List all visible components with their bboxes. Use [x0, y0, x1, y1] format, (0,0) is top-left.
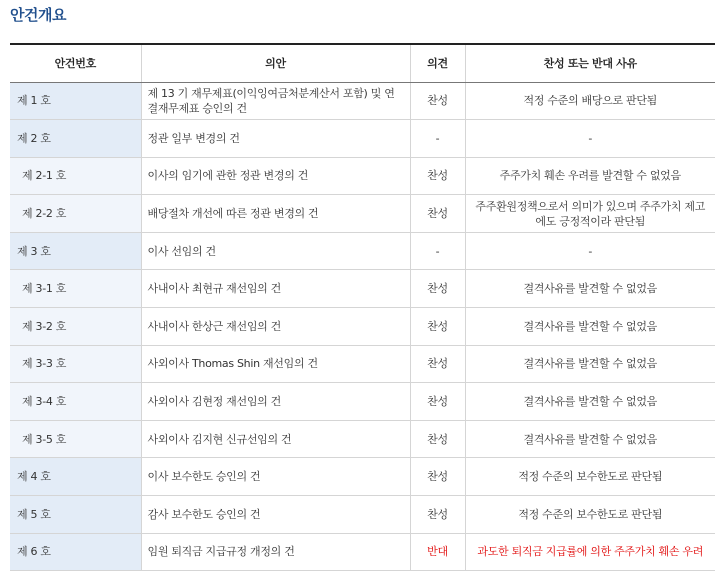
agenda-reason: 결격사유를 발견할 수 없었음 — [465, 308, 715, 346]
section-title: 안건개요 — [10, 6, 66, 24]
column-header-reason: 찬성 또는 반대 사유 — [465, 44, 715, 82]
agenda-opinion: 찬성 — [410, 157, 465, 195]
agenda-opinion: 찬성 — [410, 496, 465, 534]
agenda-opinion: 찬성 — [410, 383, 465, 421]
agenda-reason: 결격사유를 발견할 수 없었음 — [465, 383, 715, 421]
agenda-title: 사내이사 한상근 재선임의 건 — [141, 308, 410, 346]
agenda-title: 임원 퇴직금 지급규정 개정의 건 — [141, 533, 410, 571]
table-row — [10, 420, 715, 458]
agenda-number: 제 2-2 호 — [10, 195, 141, 233]
table-header-row — [10, 44, 715, 82]
agenda-opinion: 찬성 — [410, 308, 465, 346]
agenda-number: 제 4 호 — [10, 458, 141, 496]
table-row — [10, 270, 715, 308]
column-header-number: 안건번호 — [10, 44, 141, 82]
agenda-title: 정관 일부 변경의 건 — [141, 120, 410, 158]
agenda-reason: - — [465, 120, 715, 158]
table-row — [10, 496, 715, 534]
agenda-opinion: 찬성 — [410, 82, 465, 120]
table-row — [10, 345, 715, 383]
agenda-title: 감사 보수한도 승인의 건 — [141, 496, 410, 534]
agenda-reason: 주주가치 훼손 우려를 발견할 수 없었음 — [465, 157, 715, 195]
agenda-number: 제 3-3 호 — [10, 345, 141, 383]
agenda-reason: - — [465, 232, 715, 270]
agenda-opinion: 찬성 — [410, 195, 465, 233]
table-row — [10, 458, 715, 496]
table-row — [10, 82, 715, 120]
agenda-opinion: - — [410, 120, 465, 158]
agenda-number: 제 6 호 — [10, 533, 141, 571]
table-row — [10, 308, 715, 346]
column-header-opinion: 의견 — [410, 44, 465, 82]
table-row — [10, 232, 715, 270]
agenda-number: 제 3-5 호 — [10, 420, 141, 458]
agenda-title: 사외이사 Thomas Shin 재선임의 건 — [141, 345, 410, 383]
table-row — [10, 195, 715, 233]
agenda-reason: 결격사유를 발견할 수 없었음 — [465, 420, 715, 458]
agenda-title: 제 13 기 재무제표(이익잉여금처분계산서 포함) 및 연결재무제표 승인의 건 — [141, 82, 410, 120]
agenda-number: 제 2 호 — [10, 120, 141, 158]
agenda-number: 제 3 호 — [10, 232, 141, 270]
agenda-title: 사내이사 최현규 재선임의 건 — [141, 270, 410, 308]
table-row — [10, 383, 715, 421]
agenda-title: 이사 선임의 건 — [141, 232, 410, 270]
agenda-title: 사외이사 김현정 재선임의 건 — [141, 383, 410, 421]
agenda-title: 이사 보수한도 승인의 건 — [141, 458, 410, 496]
agenda-title: 사외이사 김지현 신규선임의 건 — [141, 420, 410, 458]
agenda-title: 이사의 임기에 관한 정관 변경의 건 — [141, 157, 410, 195]
agenda-opinion: 찬성 — [410, 345, 465, 383]
table-row — [10, 120, 715, 158]
table-row — [10, 157, 715, 195]
agenda-number: 제 5 호 — [10, 496, 141, 534]
agenda-number: 제 3-2 호 — [10, 308, 141, 346]
table-row — [10, 533, 715, 571]
agenda-reason: 적정 수준의 보수한도로 판단됨 — [465, 496, 715, 534]
agenda-reason: 적정 수준의 보수한도로 판단됨 — [465, 458, 715, 496]
column-header-agenda: 의안 — [141, 44, 410, 82]
agenda-opinion: - — [410, 232, 465, 270]
agenda-reason: 적정 수준의 배당으로 판단됨 — [465, 82, 715, 120]
agenda-number: 제 2-1 호 — [10, 157, 141, 195]
agenda-title: 배당절차 개선에 따른 정관 변경의 건 — [141, 195, 410, 233]
agenda-number: 제 1 호 — [10, 82, 141, 120]
agenda-number: 제 3-4 호 — [10, 383, 141, 421]
agenda-opinion: 찬성 — [410, 458, 465, 496]
agenda-number: 제 3-1 호 — [10, 270, 141, 308]
agenda-reason: 결격사유를 발견할 수 없었음 — [465, 345, 715, 383]
agenda-reason-against: 과도한 퇴직금 지급률에 의한 주주가치 훼손 우려 — [465, 533, 715, 571]
agenda-table — [10, 43, 715, 571]
agenda-reason: 주주환원정책으로서 의미가 있으며 주주가치 제고에도 긍정적이라 판단됨 — [465, 195, 715, 233]
agenda-reason: 결격사유를 발견할 수 없었음 — [465, 270, 715, 308]
agenda-opinion-against: 반대 — [410, 533, 465, 571]
agenda-opinion: 찬성 — [410, 270, 465, 308]
agenda-opinion: 찬성 — [410, 420, 465, 458]
